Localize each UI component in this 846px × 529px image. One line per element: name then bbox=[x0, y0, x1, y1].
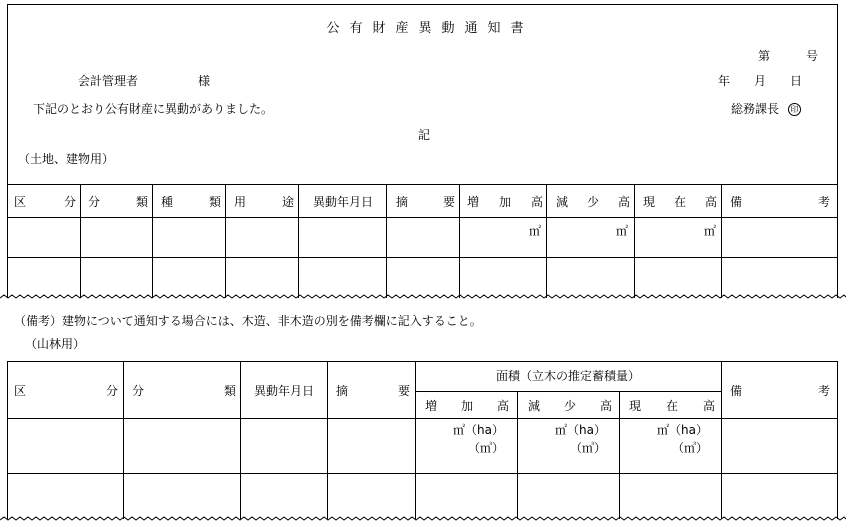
land-table-caption: （土地、建物用） bbox=[18, 152, 115, 166]
forest-unit-area-current: ㎡（ha） bbox=[657, 423, 708, 437]
forest-header-biko: 備 考 bbox=[730, 384, 830, 398]
notice-text: 下記のとおり公有財産に異動がありました。 bbox=[33, 102, 274, 116]
forest-subheader-decrease: 減 少 高 bbox=[528, 399, 612, 413]
cut-line-bottom bbox=[0, 516, 846, 524]
sender bbox=[731, 102, 801, 116]
forest-subheader-increase: 増 加 高 bbox=[425, 399, 509, 413]
land-header-shurui: 種 類 bbox=[161, 195, 221, 209]
sender-title: 総務課長 bbox=[731, 102, 780, 116]
forest-unit-area-decrease: ㎡（ha） bbox=[555, 423, 606, 437]
document-number-label: 第 号 bbox=[758, 49, 819, 63]
forest-header-tekiyo: 摘 要 bbox=[336, 384, 410, 398]
forest-unit-volume-decrease: （㎥） bbox=[569, 441, 606, 455]
land-header-kubun: 区 分 bbox=[14, 195, 76, 209]
land-header-tekiyo: 摘 要 bbox=[396, 195, 455, 209]
forest-header-kubun: 区 分 bbox=[14, 384, 118, 398]
forest-unit-area-increase: ㎡（ha） bbox=[453, 423, 504, 437]
land-table-note: （備考）建物について通知する場合には、木造、非木造の別を備考欄に記入すること。 bbox=[14, 314, 482, 328]
forest-subheader-current: 現 在 高 bbox=[629, 399, 715, 413]
forest-table-caption: （山林用） bbox=[25, 337, 86, 351]
seal-mark: 印 bbox=[788, 103, 801, 116]
land-header-ido-date: 異動年月日 bbox=[312, 195, 373, 209]
land-header-bunrui: 分 類 bbox=[88, 195, 148, 209]
land-header-decrease: 減 少 高 bbox=[556, 195, 630, 209]
date-label: 年 月 日 bbox=[718, 74, 803, 88]
forest-unit-volume-current: （㎥） bbox=[671, 441, 708, 455]
forest-header-area-group: 面積（立木の推定蓄積量） bbox=[495, 369, 640, 383]
land-header-current: 現 在 高 bbox=[643, 195, 717, 209]
forest-header-bunrui: 分 類 bbox=[132, 384, 236, 398]
land-header-biko: 備 考 bbox=[730, 195, 830, 209]
land-header-increase: 増 加 高 bbox=[467, 195, 543, 209]
land-unit-current: ㎡ bbox=[703, 224, 716, 238]
land-unit-increase: ㎡ bbox=[528, 224, 541, 238]
forest-header-ido-date: 異動年月日 bbox=[253, 384, 314, 398]
cut-line-top bbox=[0, 294, 846, 302]
land-header-yoto: 用 途 bbox=[234, 195, 294, 209]
document-title: 公有財産異動通知書 bbox=[326, 21, 534, 36]
forest-unit-volume-increase: （㎥） bbox=[467, 441, 504, 455]
addressee: 会計管理者 様 bbox=[78, 74, 211, 88]
land-unit-decrease: ㎡ bbox=[615, 224, 628, 238]
ki-label: 記 bbox=[418, 128, 431, 142]
